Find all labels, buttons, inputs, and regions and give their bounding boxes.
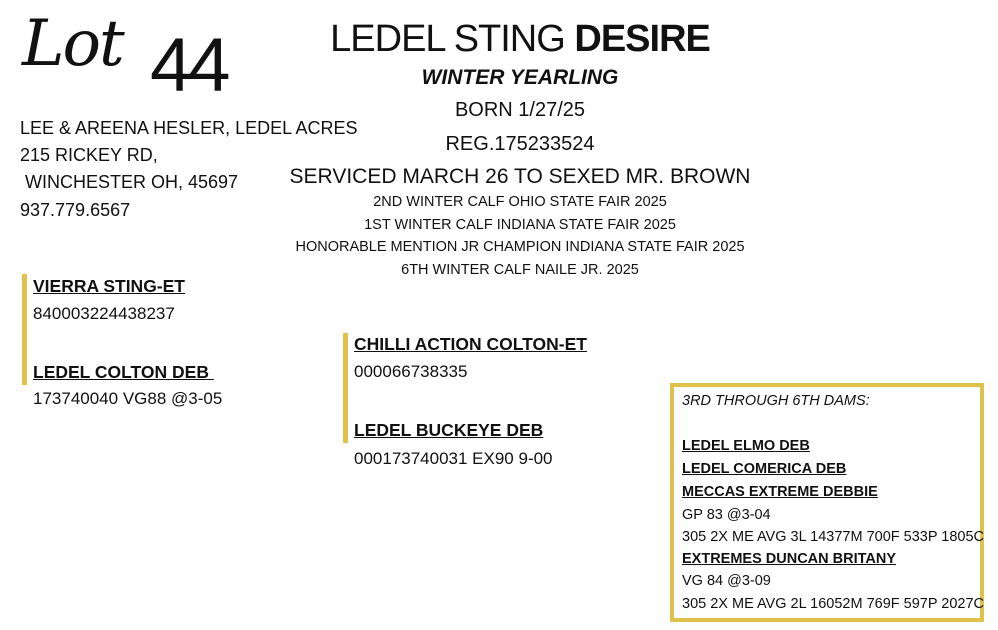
award-line: 1ST WINTER CALF INDIANA STATE FAIR 2025 xyxy=(364,217,676,233)
registration-number: REG.175233524 xyxy=(445,133,595,155)
animal-class: WINTER YEARLING xyxy=(421,66,619,89)
lot-script-label: Lot xyxy=(22,7,123,81)
dam-5-name: MECCAS EXTREME DEBBIE xyxy=(682,484,878,500)
pedigree-accent-bar xyxy=(22,274,27,385)
animal-name xyxy=(0,20,998,58)
maternal-granddam-name: LEDEL BUCKEYE DEB xyxy=(354,420,544,440)
award-line: 2ND WINTER CALF OHIO STATE FAIR 2025 xyxy=(373,194,667,210)
consignor-phone: 937.779.6567 xyxy=(20,200,131,220)
maternal-granddam-info: 000173740031 EX90 9-00 xyxy=(354,449,553,468)
dams-box xyxy=(670,383,984,622)
sire-name: VIERRA STING-ET xyxy=(33,276,185,296)
dams-box-heading: 3RD THROUGH 6TH DAMS: xyxy=(682,393,870,409)
consignor-name: LEE & AREENA HESLER, LEDEL ACRES xyxy=(20,118,358,138)
dam-5-score: GP 83 @3-04 xyxy=(682,507,771,523)
award-line: HONORABLE MENTION JR CHAMPION INDIANA STATE FAIR 2025 xyxy=(295,239,745,255)
consignor-address-street: 215 RICKEY RD, xyxy=(20,145,158,165)
maternal-grandsire-name: CHILLI ACTION COLTON-ET xyxy=(354,334,587,354)
animal-name-prefix: LEDEL STING xyxy=(330,18,575,60)
sire-id: 840003224438237 xyxy=(33,304,175,323)
birth-date: BORN 1/27/25 xyxy=(454,99,586,121)
dam-4-name: LEDEL COMERICA DEB xyxy=(682,461,847,477)
maternal-grandsire-id: 000066738335 xyxy=(354,362,468,381)
animal-name-bold: DESIRE xyxy=(574,18,710,60)
dam-6-score: VG 84 @3-09 xyxy=(682,573,771,589)
dam-info: 173740040 VG88 @3-05 xyxy=(33,389,223,408)
dam-6-record: 305 2X ME AVG 2L 16052M 769F 597P 2027C xyxy=(682,596,985,612)
pedigree-accent-bar xyxy=(343,333,348,443)
dam-6-name: EXTREMES DUNCAN BRITANY xyxy=(682,551,897,567)
lot-number: 44 xyxy=(150,23,227,108)
dam-5-record: 305 2X ME AVG 3L 14377M 700F 533P 1805C xyxy=(682,529,985,545)
dam-name: LEDEL COLTON DEB xyxy=(33,362,214,382)
award-line: 6TH WINTER CALF NAILE JR. 2025 xyxy=(401,262,639,278)
service-info: SERVICED MARCH 26 TO SEXED MR. BROWN xyxy=(289,165,751,188)
consignor-address-city: WINCHESTER OH, 45697 xyxy=(20,172,239,192)
dam-3-name: LEDEL ELMO DEB xyxy=(682,438,810,454)
